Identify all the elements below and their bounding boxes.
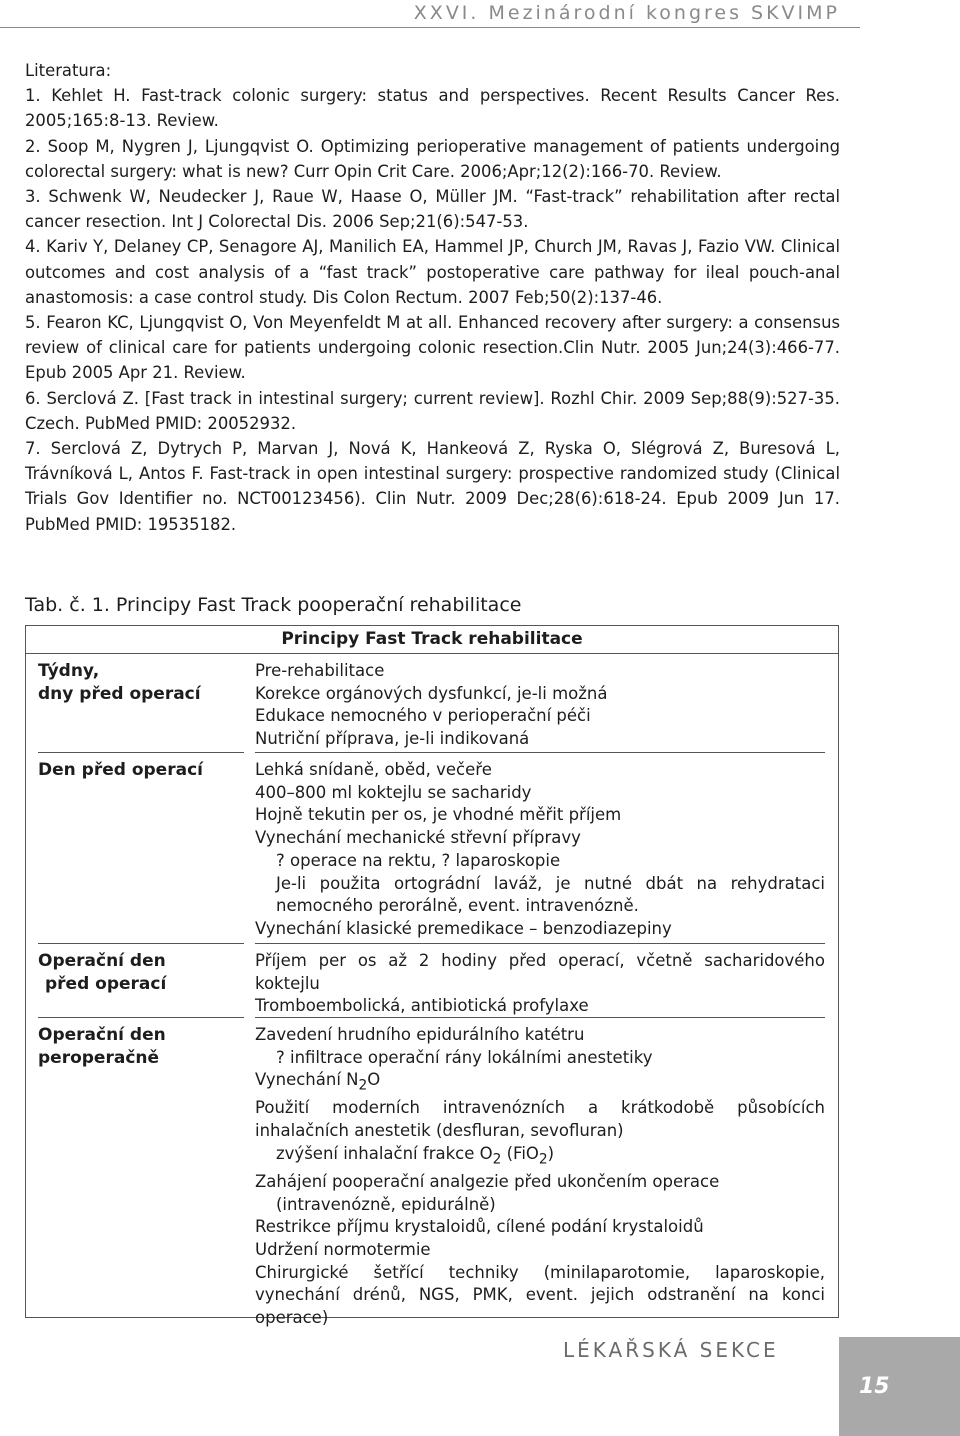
header-rule — [0, 27, 860, 28]
header-title: XXVI. Mezinárodní kongres SKVIMP — [413, 2, 840, 24]
reference-item: 2. Soop M, Nygren J, Ljungqvist O. Optimizing perioperative management of patients undergoing colorectal surgery: what is new? Curr Opin Crit Care. 2006;Apr;12(2):166-70. Review. — [25, 136, 840, 181]
running-header — [0, 0, 860, 28]
row-phase: Operační den před operací — [38, 951, 167, 994]
row-items: Pre-rehabilitace Korekce orgánových dysfunkcí, je-li možná Edukace nemocného v perioperační péči Nutriční příprava, je-li indikovaná — [255, 661, 608, 749]
references-heading: Literatura: — [25, 61, 112, 80]
reference-item: 5. Fearon KC, Ljungqvist O, Von Meyenfeldt M at all. Enhanced recovery after surgery: a consensus review of clinical care for patients undergoing colonic resection.Clin Nutr. 2005 Jun;24(3):466-77. Epub 2005 Apr 21. Review. — [25, 313, 840, 383]
row-items: Lehká snídaně, oběd, večeře 400–800 ml koktejlu se sacharidy Hojně tekutin per os, je vhodné měřit příjem Vynechání mechanické střevní přípravy ? operace na rektu, ? laparoskopie Je-li použita ortográdní laváž, je nutné dbát na rehydrataci nemocného perorálně, event. intravenózně. Vynechání klasické premedikace – benzodiazepiny — [255, 760, 825, 938]
reference-item: 7. Serclová Z, Dytrych P, Marvan J, Nová K, Hankeová Z, Ryska O, Slégrová Z, Buresová L, Trávníková L, Antos F. Fast-track in open intestinal surgery: prospective randomized study (Clinical Trials Gov Identifier no. NCT00123456). Clin Nutr. 2009 Dec;28(6):618-24. Epub 2009 Jun 17. PubMed PMID: 19535182. — [25, 439, 840, 534]
reference-item: 1. Kehlet H. Fast-track colonic surgery: status and perspectives. Recent Results Cancer Res. 2005;165:8-13. Review. — [25, 86, 840, 131]
references — [25, 58, 840, 537]
row-phase: Týdny, dny před operací — [38, 661, 201, 704]
reference-item: 4. Kariv Y, Delaney CP, Senagore AJ, Manilich EA, Hammel JP, Church JM, Ravas J, Fazio VW. Clinical outcomes and cost analysis of a “fast track” postoperative care pathway for ileal pouch-anal anastomosis: a case control study. Dis Colon Rectum. 2007 Feb;50(2):137-46. — [25, 237, 840, 307]
section-label: LÉKAŘSKÁ SEKCE — [563, 1338, 779, 1362]
row-phase: Operační den peroperačně — [38, 1025, 166, 1068]
table-row — [26, 654, 838, 752]
table-header — [26, 626, 838, 654]
principles-table — [25, 625, 839, 1328]
table-caption: Tab. č. 1. Principy Fast Track pooperační rehabilitace — [25, 594, 522, 616]
page-number: 15 — [859, 1374, 890, 1399]
table-header-title: Principy Fast Track rehabilitace — [281, 629, 583, 649]
row-items: Příjem per os až 2 hodiny před operací, včetně sacharidového koktejlu Tromboembolická, antibiotická profylaxe — [255, 951, 825, 1016]
table-row — [26, 1018, 838, 1328]
page-number-box — [839, 1337, 960, 1436]
reference-item: 3. Schwenk W, Neudecker J, Raue W, Haase O, Müller JM. “Fast-track” rehabilitation after rectal cancer resection. Int J Colorectal Dis. 2006 Sep;21(6):547-53. — [25, 187, 840, 232]
row-items: Zavedení hrudního epidurálního katétru ? infiltrace operační rány lokálními anestetiky Vynechání $N_2O$ Použití moderních intravenózních a krátkodobě působících inhalačních anestetik (desfluran, sevofluran) zvýšení inhalační frakce $O_2$ (FiO$_2$) Zahájení pooperační analgezie před ukončením operace (intravenózně, epidurálně) Restrikce příjmu krystaloidů, cílené podání krystaloidů Udržení normotermie Chirurgické šetřící techniky (minilaparotomie, laparoskopie, vynechání drénů, NGS, PMK, event. jejich odstranění na konci operace) — [255, 1025, 825, 1328]
table-row — [26, 753, 838, 943]
reference-item: 6. Serclová Z. [Fast track in intestinal surgery; current review]. Rozhl Chir. 2009 Sep;88(9):527-35. Czech. PubMed PMID: 20052932. — [25, 388, 840, 433]
row-phase: Den před operací — [38, 760, 203, 780]
table-row — [26, 944, 838, 1017]
